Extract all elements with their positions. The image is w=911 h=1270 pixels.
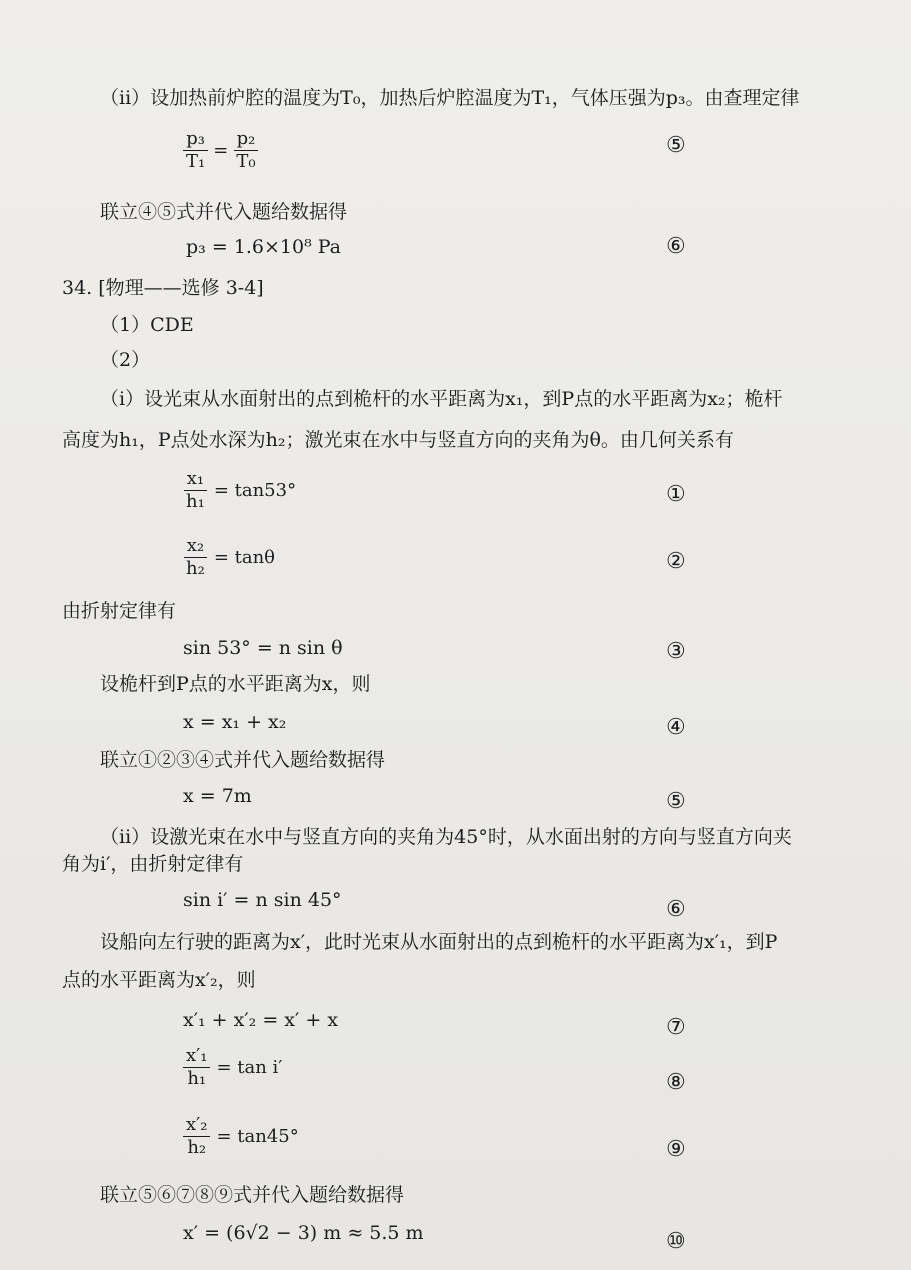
equation-number: ② (666, 549, 686, 574)
refraction-law-line: 由折射定律有 (62, 600, 177, 622)
combine-line: 联立④⑤式并代入题给数据得 (100, 201, 348, 223)
equation-number: ④ (666, 715, 686, 740)
fraction-rhs: = tan45° (216, 1126, 299, 1147)
equation-number: ⑥ (666, 897, 686, 922)
boat-line2: 点的水平距离为x′₂，则 (62, 969, 256, 991)
equation-number: ⑨ (666, 1137, 686, 1162)
part-ii-intro-line2: 角为i′，由折射定律有 (62, 853, 244, 875)
fraction-numerator: p₃ (183, 128, 208, 151)
part-ii-intro-line1: （ii）设激光束在水中与竖直方向的夹角为45°时，从水面出射的方向与竖直方向夹 (100, 826, 792, 848)
equation-number: ① (666, 482, 686, 507)
equation-7: x′₁ + x′₂ = x′ + x (183, 1009, 339, 1031)
equation-number: ③ (666, 639, 686, 664)
fraction-numerator: x′₂ (183, 1114, 210, 1137)
equation-number: ⑩ (666, 1229, 686, 1254)
equation-number: ⑤ (666, 133, 686, 158)
fraction-denominator: h₂ (187, 1137, 207, 1158)
equation-9 (183, 1114, 299, 1159)
fraction-rhs: = tan i′ (216, 1057, 283, 1078)
equation-number: ⑤ (666, 789, 686, 814)
equation-number: ⑥ (666, 234, 686, 259)
fraction-denominator: T₀ (236, 151, 256, 172)
part-i-intro-line2: 高度为h₁，P点处水深为h₂；激光束在水中与竖直方向的夹角为θ。由几何关系有 (62, 429, 734, 451)
fraction-denominator: T₁ (186, 151, 206, 172)
x-sum-equation: x = x₁ + x₂ (183, 711, 287, 733)
fraction-denominator: h₂ (186, 558, 205, 579)
equation-number: ⑧ (666, 1070, 686, 1095)
final-result: x′ = (6√2 − 3) m ≈ 5.5 m (183, 1222, 424, 1244)
fraction-numerator: x₂ (184, 535, 207, 558)
fraction-numerator: x′₁ (183, 1045, 210, 1068)
equation-1 (183, 468, 296, 513)
x-result: x = 7m (183, 785, 252, 807)
equation-8 (183, 1045, 282, 1090)
p3-result: p₃ = 1.6×10⁸ Pa (186, 236, 342, 258)
ii-intro-line: （ii）设加热前炉腔的温度为T₀，加热后炉腔温度为T₁，气体压强为p₃。由查理定律 (100, 87, 800, 109)
set-x-line: 设桅杆到P点的水平距离为x，则 (100, 673, 371, 695)
answer-part-2: （2） (100, 349, 151, 371)
equation-2 (183, 535, 275, 580)
fraction-denominator: h₁ (187, 1068, 207, 1089)
snell-equation-1: sin 53° = n sin θ (183, 637, 343, 659)
equation-number: ⑦ (666, 1015, 686, 1040)
equals-sign: = (213, 140, 229, 161)
boat-line1: 设船向左行驶的距离为x′，此时光束从水面射出的点到桅杆的水平距离为x′₁，到P (100, 931, 778, 953)
combine-line: 联立⑤⑥⑦⑧⑨式并代入题给数据得 (100, 1184, 405, 1206)
fraction-rhs: = tanθ (213, 547, 276, 568)
question-heading: 34. [物理——选修 3-4] (62, 277, 264, 299)
fraction-numerator: x₁ (184, 468, 207, 491)
combine-line: 联立①②③④式并代入题给数据得 (100, 749, 386, 771)
part-i-intro-line1: （i）设光束从水面射出的点到桅杆的水平距离为x₁，到P点的水平距离为x₂；桅杆 (100, 388, 783, 410)
fraction-denominator: h₁ (186, 491, 205, 512)
fraction-numerator: p₂ (234, 128, 259, 151)
answer-part-1: （1）CDE (100, 314, 194, 336)
charles-law-equation (183, 128, 259, 173)
fraction-rhs: = tan53° (213, 480, 297, 501)
snell-equation-2: sin i′ = n sin 45° (183, 889, 342, 911)
